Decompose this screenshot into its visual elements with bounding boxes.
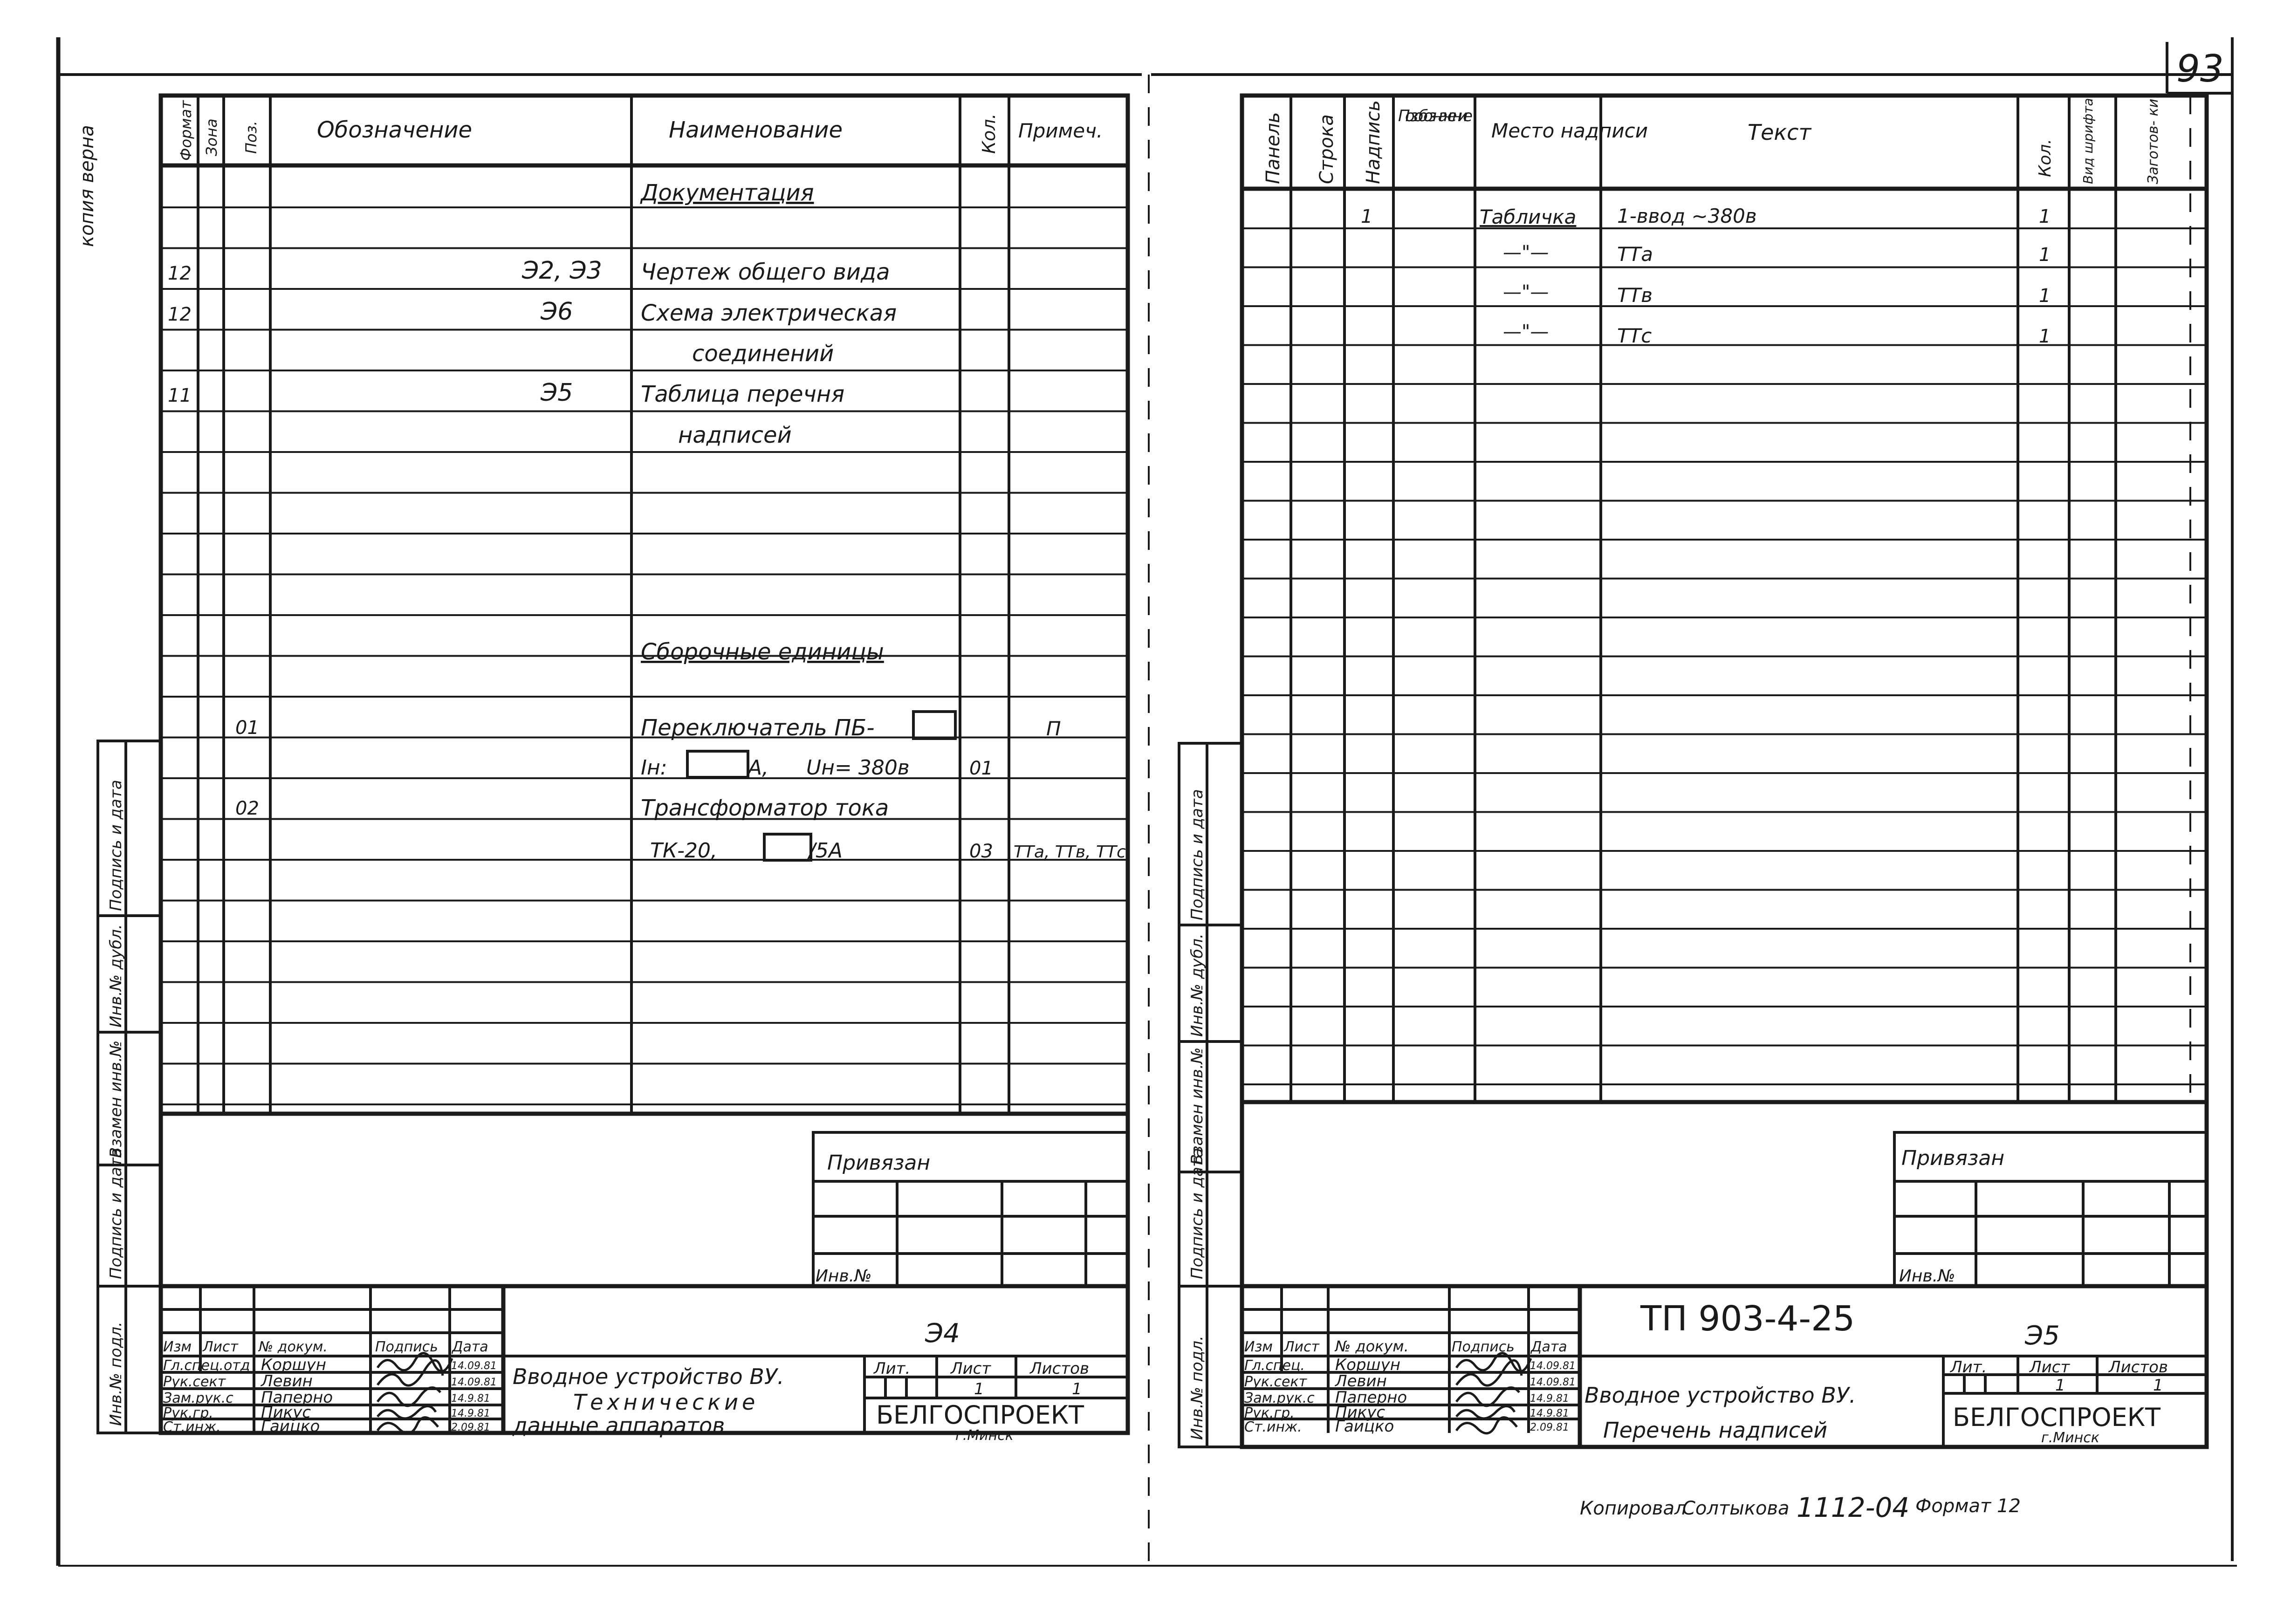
stamp-person: Левин bbox=[1335, 1372, 1387, 1391]
stamp-title-line1: Вводное устройство ВУ. bbox=[513, 1364, 784, 1389]
stamp-person: Коршун bbox=[1335, 1356, 1400, 1374]
stamp-role: Рук.сект bbox=[163, 1374, 226, 1390]
stamp-person: Гаицко bbox=[261, 1417, 320, 1436]
left-row-name: соединений bbox=[692, 341, 834, 367]
stamp-col-sign: Подпись bbox=[375, 1339, 438, 1355]
stamp-date: 14.9.81 bbox=[1530, 1393, 1569, 1405]
header-panel: Панель bbox=[1262, 112, 1284, 184]
stamp-city: г.Минск bbox=[2041, 1430, 2099, 1446]
stamp-person: Левин bbox=[261, 1372, 313, 1391]
page-number-box bbox=[2167, 42, 2232, 93]
project-number: ТП 903-4-25 bbox=[1640, 1299, 1855, 1339]
footer-number: 1112-04 bbox=[1797, 1492, 1910, 1523]
header-zone: Зона bbox=[203, 118, 220, 156]
stamp-lit-label: Лит. bbox=[874, 1359, 911, 1378]
left-row-name: Сборочные единицы bbox=[641, 639, 884, 665]
right-row-qty: 1 bbox=[2039, 244, 2051, 266]
side-label: Инв.№ дубл. bbox=[1188, 933, 1207, 1037]
left-row-name: надписей bbox=[678, 422, 792, 448]
left-row-qty: 01 bbox=[969, 758, 993, 779]
side-label: Подпись и дата bbox=[107, 1148, 125, 1279]
stamp-person: Коршун bbox=[261, 1356, 326, 1374]
left-row-qty: 03 bbox=[969, 841, 993, 862]
side-label: Подпись и дата bbox=[107, 780, 125, 911]
left-row-pos: 01 bbox=[235, 717, 259, 739]
left-form bbox=[98, 96, 1128, 1444]
right-row-place: —"— bbox=[1503, 242, 1549, 263]
stamp-org: БЕЛГОСПРОЕКТ bbox=[1953, 1403, 2161, 1432]
stamp-col-sheet: Лист bbox=[1284, 1339, 1320, 1355]
right-form bbox=[1179, 96, 2207, 1447]
header-blanks: Заготов- ки bbox=[2145, 98, 2161, 184]
stamp-role: Рук.сект bbox=[1244, 1374, 1307, 1390]
header-place: Место надписи bbox=[1491, 119, 1648, 142]
stamp-date: 14.09.81 bbox=[451, 1377, 497, 1388]
right-row-place: —"— bbox=[1503, 321, 1549, 343]
stamp-col-izm: Изм bbox=[1244, 1339, 1273, 1355]
side-label: Подпись и дата bbox=[1188, 1148, 1207, 1279]
left-row-designation: Э2, Э3 bbox=[522, 257, 602, 285]
left-row-name: ТК-20, bbox=[650, 839, 717, 863]
left-row-name: Переключатель ПБ- bbox=[641, 715, 875, 741]
empty-value-box bbox=[687, 751, 748, 777]
side-label: Инв.№ подл. bbox=[107, 1322, 125, 1426]
stamp-sheet-value: 1 bbox=[2055, 1376, 2065, 1395]
stamp-role: Гл.спец.отд bbox=[163, 1357, 250, 1374]
left-row-name: Iн: bbox=[641, 756, 667, 780]
header-pos: Поз. обоз- начение bbox=[1398, 107, 1473, 125]
header-name: Наименование bbox=[669, 117, 843, 143]
right-row-qty: 1 bbox=[2039, 206, 2051, 227]
stamp-col-date: Дата bbox=[452, 1339, 488, 1355]
bound-inv: Инв.№ bbox=[1899, 1267, 1955, 1286]
left-row-name: Чертеж общего вида bbox=[641, 259, 890, 285]
stamp-role: Рук.гр. bbox=[163, 1405, 213, 1421]
bound-title: Привязан bbox=[1901, 1146, 2005, 1170]
side-label: Инв.№ подл. bbox=[1188, 1336, 1207, 1440]
left-row-name: /5А bbox=[809, 839, 843, 863]
page-number: 93 bbox=[2176, 47, 2224, 90]
left-row-name: Трансформатор тока bbox=[641, 795, 889, 821]
right-row-place: Табличка bbox=[1480, 206, 1577, 228]
right-row-place: —"— bbox=[1503, 281, 1549, 303]
stamp-org: БЕЛГОСПРОЕКТ bbox=[876, 1400, 1084, 1430]
stamp-col-izm: Изм bbox=[163, 1339, 192, 1355]
left-row-format: 11 bbox=[168, 385, 192, 406]
bound-inv: Инв.№ bbox=[816, 1267, 872, 1286]
stamp-col-date: Дата bbox=[1531, 1339, 1567, 1355]
left-row-name: Документация bbox=[641, 180, 814, 206]
stamp-date: 2.09.81 bbox=[451, 1422, 490, 1433]
stamp-sheets-value: 1 bbox=[2153, 1376, 2163, 1395]
stamp-sheets-label: Листов bbox=[2109, 1358, 2168, 1377]
stamp-person: Пикус bbox=[261, 1403, 311, 1422]
side-label: Подпись и дата bbox=[1188, 789, 1207, 920]
bound-title: Привязан bbox=[827, 1151, 931, 1175]
stamp-title-line2: Технические bbox=[573, 1390, 759, 1415]
header-row: Строка bbox=[1316, 114, 1337, 184]
right-row-qty: 1 bbox=[2039, 285, 2051, 307]
signature-scribble bbox=[1456, 1388, 1519, 1406]
right-row-qty: 1 bbox=[2039, 326, 2051, 347]
right-row-lines bbox=[1242, 228, 2207, 1084]
empty-value-box bbox=[764, 834, 811, 860]
stamp-role: Ст.инж. bbox=[1244, 1419, 1302, 1435]
stamp-title-line1: Вводное устройство ВУ. bbox=[1584, 1383, 1856, 1408]
signature-scribble bbox=[377, 1388, 440, 1406]
left-row-format: 12 bbox=[168, 263, 192, 284]
stamp-col-doc: № докум. bbox=[1335, 1337, 1409, 1355]
right-row-text: ТТа bbox=[1617, 243, 1653, 266]
stamp-role: Рук.гр. bbox=[1244, 1405, 1295, 1421]
stamp-code: Э4 bbox=[925, 1318, 960, 1349]
header-text: Текст bbox=[1748, 120, 1811, 145]
left-row-name: Таблица перечня bbox=[641, 381, 845, 407]
left-row-designation: Э6 bbox=[541, 298, 573, 326]
header-pos: Поз. bbox=[242, 121, 260, 154]
stamp-sheets-value: 1 bbox=[1072, 1380, 1082, 1398]
left-row-designation: Э5 bbox=[541, 379, 573, 407]
right-row-inscription: 1 bbox=[1361, 206, 1373, 227]
right-row-text: 1-ввод ~380в bbox=[1617, 205, 1757, 227]
stamp-date: 14.09.81 bbox=[451, 1360, 497, 1372]
header-font: Вид шрифта bbox=[2080, 98, 2096, 184]
stamp-date: 2.09.81 bbox=[1530, 1422, 1569, 1433]
stamp-date: 14.9.81 bbox=[451, 1393, 490, 1405]
stamp-city: г.Минск bbox=[955, 1427, 1014, 1444]
stamp-title-line2: Перечень надписей bbox=[1603, 1418, 1828, 1443]
header-note: Примеч. bbox=[1018, 119, 1103, 142]
stamp-role: Зам.рук.с bbox=[1244, 1390, 1315, 1406]
left-row-format: 12 bbox=[168, 304, 192, 325]
empty-value-box bbox=[913, 712, 955, 739]
footer-copier: Солтыкова bbox=[1682, 1498, 1790, 1519]
left-row-name: А, bbox=[748, 756, 769, 780]
stamp-sheet-label: Лист bbox=[2030, 1358, 2070, 1377]
stamp-date: 14.09.81 bbox=[1530, 1377, 1576, 1388]
left-row-name: Схема электрическая bbox=[641, 300, 897, 326]
stamp-date: 14.9.81 bbox=[451, 1408, 490, 1419]
side-label: Взамен инв.№ bbox=[1188, 1047, 1207, 1165]
left-row-note: ТТа, ТТв, ТТс bbox=[1014, 843, 1126, 862]
stamp-lit-label: Лит. bbox=[1950, 1358, 1987, 1377]
left-row-pos: 02 bbox=[235, 798, 259, 819]
stamp-sheets-label: Листов bbox=[1030, 1359, 1090, 1378]
stamp-sheet-label: Лист bbox=[951, 1359, 991, 1378]
side-label: Взамен инв.№ bbox=[107, 1040, 125, 1158]
stamp-person: Гаицко bbox=[1335, 1417, 1394, 1436]
right-row-text: ТТв bbox=[1617, 284, 1653, 307]
footer-format: Формат 12 bbox=[1915, 1495, 2021, 1517]
stamp-sheet-value: 1 bbox=[974, 1380, 984, 1398]
stamp-person: Пикус bbox=[1335, 1403, 1385, 1422]
header-qty: Кол. bbox=[2036, 138, 2055, 177]
right-row-text: ТТс bbox=[1617, 324, 1652, 347]
header-inscription: Надпись bbox=[1363, 100, 1384, 184]
stamp-code: Э5 bbox=[2025, 1321, 2060, 1351]
stamp-person: Паперно bbox=[1335, 1388, 1407, 1407]
stamp-date: 14.9.81 bbox=[1530, 1408, 1569, 1419]
stamp-role: Гл.спец. bbox=[1244, 1357, 1305, 1374]
left-row-name: Uн= 380в bbox=[806, 756, 910, 780]
header-format: Формат bbox=[177, 100, 195, 161]
stamp-col-sheet: Лист bbox=[203, 1339, 239, 1355]
footer bbox=[1580, 1492, 2021, 1523]
left-row-note: П bbox=[1046, 717, 1061, 740]
stamp-col-sign: Подпись bbox=[1452, 1339, 1515, 1355]
footer-copied: Копировал bbox=[1580, 1498, 1687, 1519]
header-qty: Кол. bbox=[979, 113, 999, 154]
stamp-role: Зам.рук.с bbox=[163, 1390, 233, 1406]
stamp-col-doc: № докум. bbox=[259, 1339, 328, 1355]
side-label: Инв.№ дубл. bbox=[107, 924, 125, 1028]
stamp-title-line3: данные аппаратов bbox=[513, 1413, 725, 1438]
top-left-note: копия верна bbox=[76, 125, 98, 247]
stamp-person: Паперно bbox=[261, 1388, 333, 1407]
header-designation: Обозначение bbox=[317, 117, 473, 143]
stamp-role: Ст.инж. bbox=[163, 1419, 221, 1435]
stamp-date: 14.09.81 bbox=[1530, 1360, 1576, 1372]
